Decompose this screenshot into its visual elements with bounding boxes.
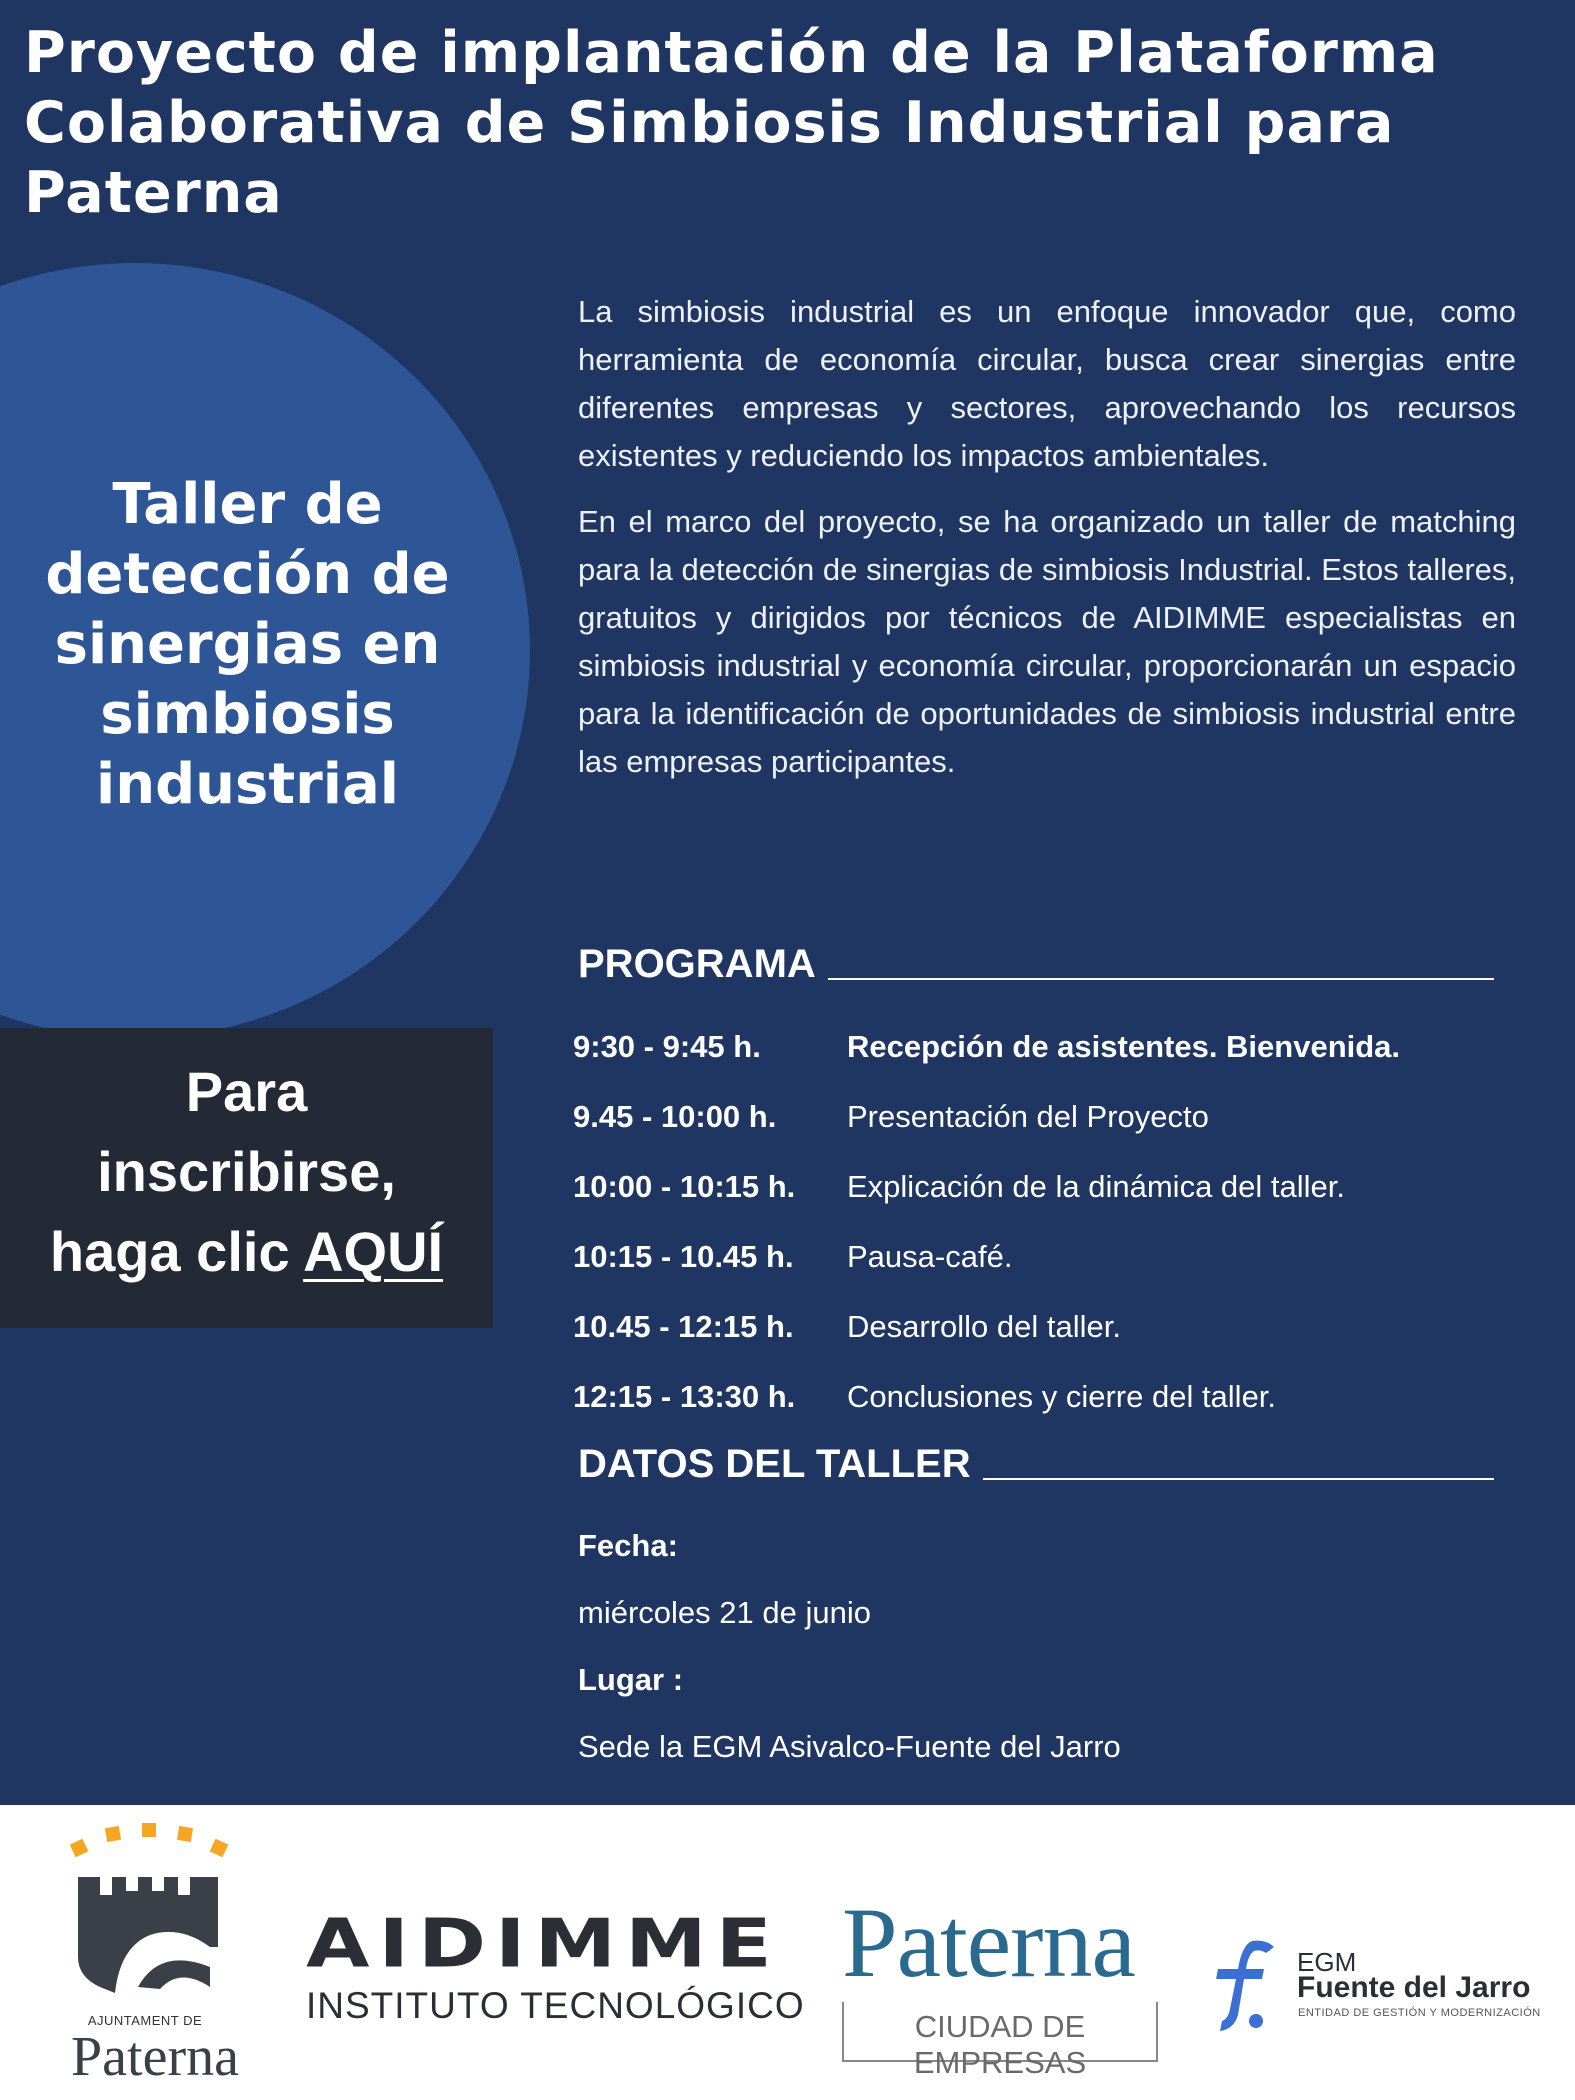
- ayuntamiento-logo-icon: [60, 1817, 240, 2017]
- register-callout: [0, 1052, 493, 1292]
- register-line-2: inscribirse,: [97, 1140, 396, 1203]
- schedule-row: [573, 1222, 1513, 1292]
- schedule-activity: Recepción de asistentes. Bienvenida.: [847, 1029, 1401, 1064]
- schedule-time: 10:00 - 10:15 h.: [573, 1169, 796, 1204]
- paterna-logo-text: Paterna: [842, 1887, 1135, 1998]
- schedule-activity: Desarrollo del taller.: [847, 1309, 1121, 1344]
- schedule-activity: Explicación de la dinámica del taller.: [847, 1169, 1345, 1204]
- register-line-3-text: haga clic: [49, 1220, 304, 1283]
- schedule-activity: Pausa-café.: [847, 1239, 1013, 1274]
- schedule-time: 12:15 - 13:30 h.: [573, 1379, 796, 1414]
- schedule-row: [573, 1152, 1513, 1222]
- schedule-activity: Presentación del Proyecto: [847, 1099, 1209, 1134]
- details-heading-rule: [983, 1478, 1494, 1480]
- egm-name: Fuente del Jarro: [1297, 1971, 1531, 2004]
- egm-top-text: EGM: [1297, 1947, 1357, 1977]
- date-label: Fecha:: [578, 1528, 678, 1563]
- aidimme-logo-text: AIDIMME: [306, 1905, 781, 1983]
- program-schedule: [573, 1012, 1513, 1432]
- intro-paragraph-2: En el marco del proyecto, se ha organizado un taller de matching para la detección de sinergias de simbiosis Industrial. Estos talleres, gratuitos y dirigidos por técnicos de AIDIMME especialistas en simbiosis industrial y economía circular, proporcionarán un espacio para la identificación de oportunidades de simbiosis industrial entre las empresas participantes.: [578, 504, 1516, 779]
- schedule-row: [573, 1082, 1513, 1152]
- place-label: Lugar :: [578, 1662, 684, 1697]
- schedule-time: 9:30 - 9:45 h.: [573, 1029, 761, 1064]
- schedule-row: [573, 1012, 1513, 1082]
- aidimme-subtitle: INSTITUTO TECNOLÓGICO: [306, 1985, 805, 2026]
- paterna-subtitle: CIUDAD DE EMPRESAS: [913, 2009, 1087, 2080]
- footer-logos: [0, 1805, 1575, 2100]
- date-value: miércoles 21 de junio: [578, 1595, 871, 1630]
- intro-text: [578, 288, 1516, 804]
- egm-subtitle: ENTIDAD DE GESTIÓN Y MODERNIZACIÓN: [1298, 2007, 1541, 2019]
- schedule-time: 10:15 - 10.45 h.: [573, 1239, 794, 1274]
- register-link[interactable]: AQUÍ: [303, 1220, 444, 1283]
- details-heading: [578, 1440, 1494, 1488]
- register-line-3: [0, 1212, 493, 1292]
- schedule-row: [573, 1292, 1513, 1362]
- program-heading: [578, 940, 1494, 988]
- program-heading-rule: [828, 978, 1494, 980]
- page-title: Proyecto de implantación de la Plataforma Colaborativa de Simbiosis Industrial para Paterna: [24, 20, 1439, 226]
- schedule-row: [573, 1362, 1513, 1432]
- ayuntamiento-name: Paterna: [71, 2026, 239, 2088]
- ayuntamiento-label: AJUNTAMENT DE: [87, 2013, 203, 2028]
- workshop-title: Taller de detección de sinergias en simbiosis industrial: [45, 472, 450, 817]
- egm-logo-icon: [1208, 1935, 1288, 2035]
- workshop-details: [578, 1512, 1498, 1780]
- register-line-1: Para: [185, 1060, 308, 1123]
- details-heading-text: DATOS DEL TALLER: [578, 1442, 971, 1486]
- program-heading-text: PROGRAMA: [578, 942, 816, 986]
- schedule-activity: Conclusiones y cierre del taller.: [847, 1379, 1277, 1414]
- intro-paragraph-1: La simbiosis industrial es un enfoque innovador que, como herramienta de economía circular, busca crear sinergias entre diferentes empresas y sectores, aprovechando los recursos existentes y reduciendo los impactos ambientales.: [578, 294, 1516, 473]
- schedule-time: 10.45 - 12:15 h.: [573, 1309, 794, 1344]
- schedule-time: 9.45 - 10:00 h.: [573, 1099, 777, 1134]
- place-value: Sede la EGM Asivalco-Fuente del Jarro: [578, 1729, 1121, 1764]
